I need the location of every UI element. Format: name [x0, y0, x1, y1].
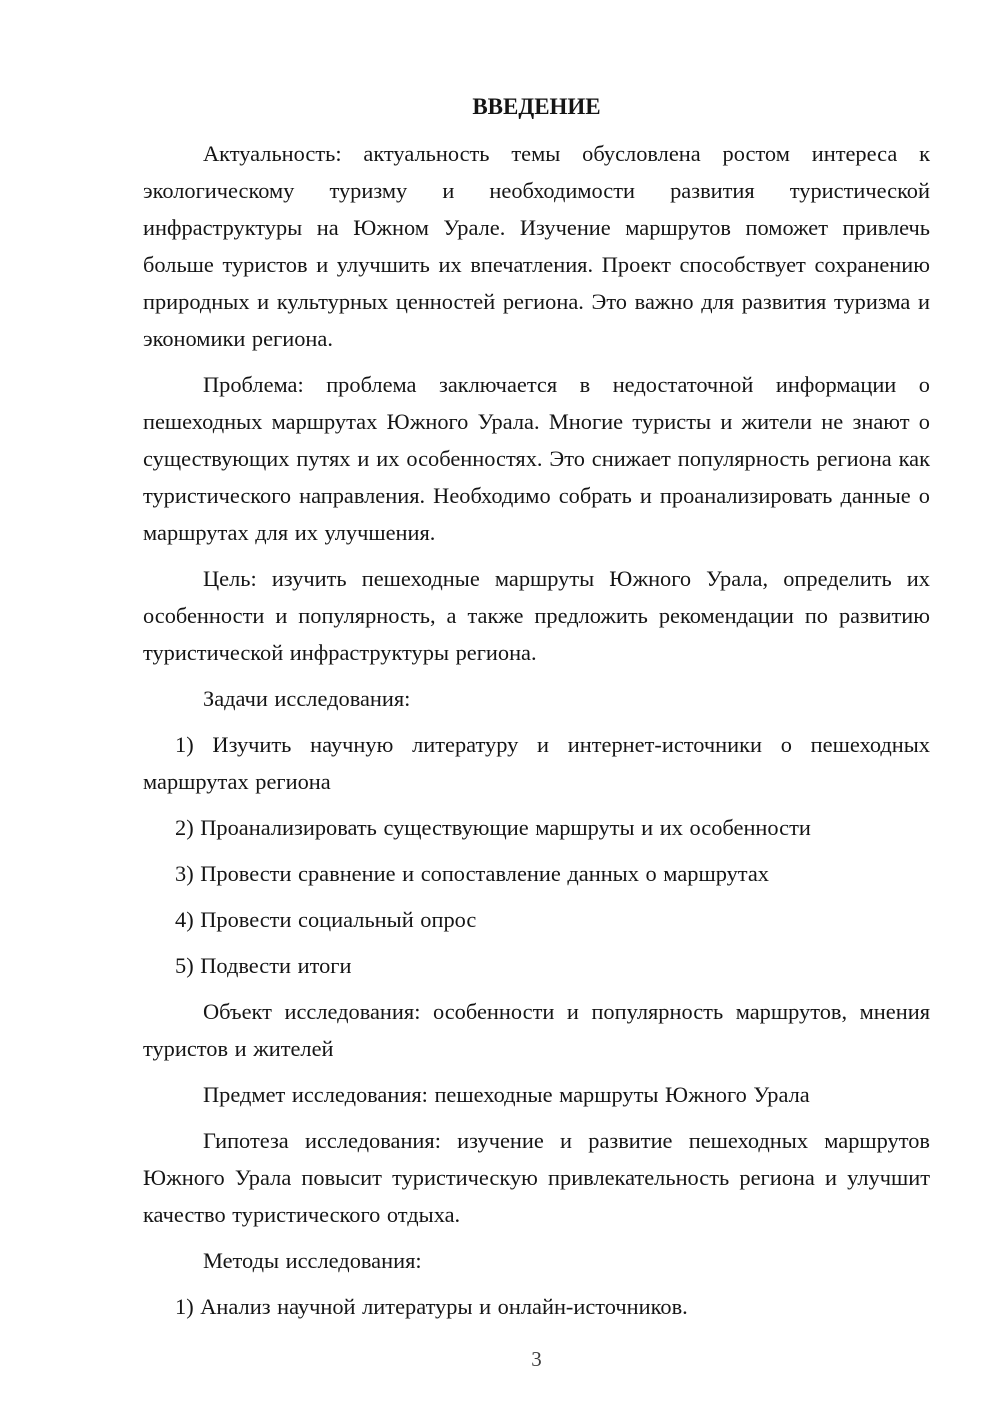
paragraph-object: Объект исследования: особенности и популярность маршрутов, мнения туристов и жителей: [143, 999, 930, 1061]
task-item-2: 2) Проанализировать существующие маршруты и их особенности: [175, 815, 811, 840]
task-item-4: 4) Провести социальный опрос: [175, 907, 477, 932]
page-title: ВВЕДЕНИЕ: [472, 94, 601, 119]
paragraph-problem: Проблема: проблема заключается в недостаточной информации о пешеходных маршрутах Южного Урала. Многие туристы и жители не знают о существующих путях и их особенностях. Это снижает популярность региона как туристического направления. Необходимо собрать и проанализировать данные о маршрутах для их улучшения.: [143, 372, 930, 545]
heading-methods: Методы исследования:: [203, 1248, 422, 1273]
task-item-3: 3) Провести сравнение и сопоставление данных о маршрутах: [175, 861, 769, 886]
heading-tasks: Задачи исследования:: [203, 686, 411, 711]
task-item-5: 5) Подвести итоги: [175, 953, 352, 978]
paragraph-relevance: Актуальность: актуальность темы обусловлена ростом интереса к экологическому туризму и необходимости развития туристической инфраструктуры на Южном Урале. Изучение маршрутов поможет привлечь больше туристов и улучшить их впечатления. Проект способствует сохранению природных и культурных ценностей региона. Это важно для развития туризма и экономики региона.: [143, 141, 930, 351]
task-item-1: 1) Изучить научную литературу и интернет-источники о пешеходных маршрутах региона: [143, 732, 930, 794]
paragraph-subject: Предмет исследования: пешеходные маршруты Южного Урала: [203, 1082, 810, 1107]
paragraph-goal: Цель: изучить пешеходные маршруты Южного Урала, определить их особенности и популярность, а также предложить рекомендации по развитию туристической инфраструктуры региона.: [143, 566, 930, 665]
page-number: 3: [531, 1347, 542, 1371]
paragraph-hypothesis: Гипотеза исследования: изучение и развитие пешеходных маршрутов Южного Урала повысит туристическую привлекательность региона и улучшит качество туристического отдыха.: [143, 1128, 930, 1227]
method-item-1: 1) Анализ научной литературы и онлайн-источников.: [175, 1294, 688, 1319]
